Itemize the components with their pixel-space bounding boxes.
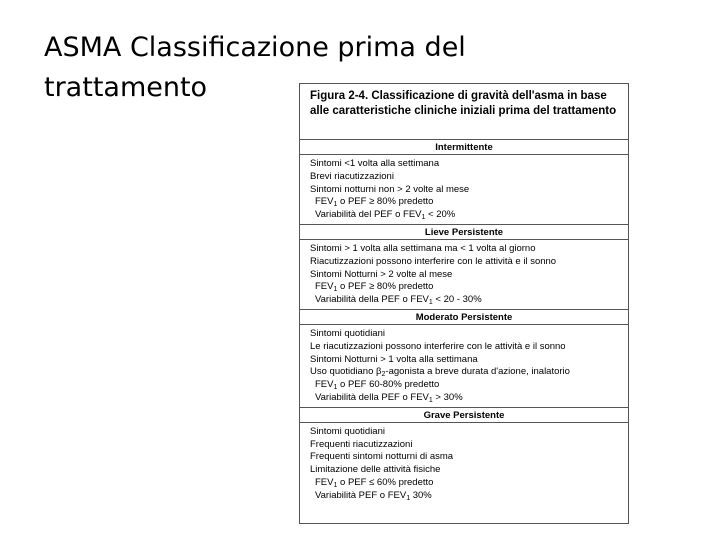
figure-caption-text: Classificazione di gravità dell'asma in base alle caratteristiche cliniche iniziali prima del trattamento xyxy=(310,90,617,117)
category-header: Lieve Persistente xyxy=(300,224,628,239)
criterion-line: Variabilità del PEF o $FEV_1 < 20\%$ xyxy=(315,209,456,222)
category-header: Intermittente xyxy=(300,140,628,155)
criterion-line: Frequenti sintomi notturni di asma xyxy=(310,451,454,463)
slide-title-line-2: trattamento xyxy=(44,72,208,103)
criterion-line: Sintomi Notturni > 1 volta alla settimana xyxy=(310,353,478,365)
classification-table xyxy=(300,139,628,505)
criterion-line: Sintomi quotidiani xyxy=(310,327,385,339)
criterion-line: Brevi riacutizzazioni xyxy=(310,170,394,182)
figure-caption xyxy=(300,84,628,139)
criterion-line: $FEV_1$ o PEF ≥ 80% predetto xyxy=(315,281,434,294)
criterion-line: Variabilità PEF o $FEV_1$ 30% xyxy=(315,489,432,502)
criterion-line: $FEV_1$ o PEF ≥ 80% predetto xyxy=(315,196,434,209)
criterion-line: Riacutizzazioni possono interferire con le attività e il sonno xyxy=(310,255,557,267)
criterion-line: Sintomi quotidiani xyxy=(310,425,385,437)
criterion-line: $FEV_1$ o PEF 60-80% predetto xyxy=(315,379,440,392)
criterion-line: Sintomi > 1 volta alla settimana ma < 1 volta al giorno xyxy=(310,242,536,254)
category-criteria xyxy=(300,239,628,309)
criterion-line: Frequenti riacutizzazioni xyxy=(310,438,413,450)
criterion-line: Variabilità della PEF o $FEV_1 < 20 - 30\%$ xyxy=(315,294,482,307)
category-header: Grave Persistente xyxy=(300,407,628,422)
figure-caption-number: Figura 2-4. xyxy=(310,90,369,102)
criterion-line: Sintomi notturni non > 2 volte al mese xyxy=(310,183,470,195)
criterion-line: $FEV_1$ o PEF ≤ 60% predetto xyxy=(315,476,434,489)
criterion-line: Limitazione delle attività fisiche xyxy=(310,464,441,476)
criterion-line: Variabilità della PEF o $FEV_1 > 30\%$ xyxy=(315,391,463,404)
classification-figure xyxy=(299,83,629,524)
category-criteria xyxy=(300,422,628,504)
category-header: Moderato Persistente xyxy=(300,309,628,324)
category-criteria xyxy=(300,324,628,407)
slide-title-line-1: ASMA Classificazione prima del xyxy=(44,32,466,63)
criterion-line: Sintomi <1 volta alla settimana xyxy=(310,158,440,169)
category-criteria xyxy=(300,155,628,225)
criterion-line: Le riacutizzazioni possono interferire con le attività e il sonno xyxy=(310,340,566,352)
criterion-line: Uso quotidiano $\beta_2$-agonista a breve durata d'azione, inalatorio xyxy=(310,366,570,379)
criterion-line: Sintomi Notturni > 2 volte al mese xyxy=(310,268,453,280)
